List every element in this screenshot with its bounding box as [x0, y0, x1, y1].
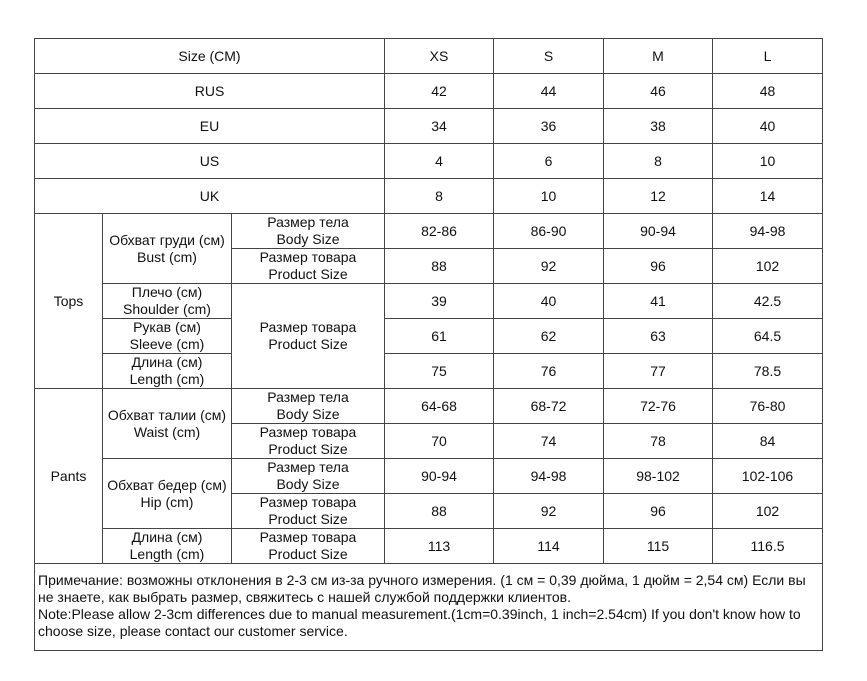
table-cell: 90-94 [385, 459, 494, 494]
table-cell: 40 [713, 109, 823, 144]
pants-hip-body-row [35, 459, 823, 494]
table-cell: 6 [494, 144, 604, 179]
table-cell: 38 [604, 109, 713, 144]
body-size-label [232, 459, 385, 494]
product-size-ru: Размер товара [259, 494, 357, 510]
product-size-label [232, 529, 385, 564]
table-cell: 42.5 [713, 284, 823, 319]
table-cell: 48 [713, 74, 823, 109]
tops-shoulder-row [35, 284, 823, 319]
product-size-en: Product Size [268, 336, 348, 352]
rus-row [35, 74, 823, 109]
tops-bust-body-row [35, 214, 823, 249]
product-size-ru: Размер товара [259, 319, 357, 335]
body-size-label [232, 214, 385, 249]
table-cell: 34 [385, 109, 494, 144]
uk-row [35, 179, 823, 214]
length-label-ru: Длина (см) [131, 354, 203, 370]
table-cell: 8 [385, 179, 494, 214]
length-label-en: Length (cm) [129, 546, 205, 562]
body-size-ru: Размер тела [267, 389, 349, 405]
product-size-en: Product Size [268, 511, 348, 527]
row-label: UK [35, 179, 385, 214]
note-en-line-2: choose size, please contact our customer service. [38, 623, 348, 639]
size-l-header: L [713, 39, 823, 74]
product-size-ru: Размер товара [259, 529, 357, 545]
table-cell: 114 [494, 529, 604, 564]
pants-waist-body-row [35, 389, 823, 424]
note-row [35, 564, 823, 651]
table-cell: 70 [385, 424, 494, 459]
table-cell: 14 [713, 179, 823, 214]
table-cell: 88 [385, 249, 494, 284]
product-size-label [232, 249, 385, 284]
body-size-ru: Размер тела [267, 214, 349, 230]
table-cell: 77 [604, 354, 713, 389]
body-size-en: Body Size [276, 231, 340, 247]
tops-label: Tops [35, 214, 103, 389]
product-size-label [232, 284, 385, 389]
tops-sleeve-row [35, 319, 823, 354]
product-size-en: Product Size [268, 266, 348, 282]
table-cell: 98-102 [604, 459, 713, 494]
table-cell: 74 [494, 424, 604, 459]
size-xs-header: XS [385, 39, 494, 74]
sleeve-label-ru: Рукав (см) [133, 319, 201, 335]
table-cell: 94-98 [713, 214, 823, 249]
pants-length-row [35, 529, 823, 564]
size-m-header: M [604, 39, 713, 74]
bust-label-en: Bust (cm) [137, 248, 197, 265]
hip-label [103, 459, 232, 529]
hip-label-ru: Обхват бедер (см) [107, 476, 227, 493]
table-cell: 115 [604, 529, 713, 564]
header-row [35, 39, 823, 74]
row-label: EU [35, 109, 385, 144]
tops-length-row [35, 354, 823, 389]
table-cell: 64.5 [713, 319, 823, 354]
table-cell: 64-68 [385, 389, 494, 424]
eu-row [35, 109, 823, 144]
table-cell: 102 [713, 249, 823, 284]
product-size-label [232, 424, 385, 459]
table-cell: 39 [385, 284, 494, 319]
product-size-en: Product Size [268, 441, 348, 457]
table-cell: 76-80 [713, 389, 823, 424]
shoulder-label [103, 284, 232, 319]
waist-label [103, 389, 232, 459]
table-cell: 61 [385, 319, 494, 354]
body-size-label [232, 389, 385, 424]
product-size-label [232, 494, 385, 529]
product-size-en: Product Size [268, 546, 348, 562]
body-size-ru: Размер тела [267, 459, 349, 475]
table-cell: 46 [604, 74, 713, 109]
table-cell: 116.5 [713, 529, 823, 564]
length-label-en: Length (cm) [129, 371, 205, 387]
table-cell: 84 [713, 424, 823, 459]
bust-label [103, 214, 232, 284]
bust-label-ru: Обхват груди (см) [109, 231, 225, 248]
pants-label: Pants [35, 389, 103, 564]
table-cell: 4 [385, 144, 494, 179]
note-en-line-1: Note:Please allow 2-3cm differences due to manual measurement.(1cm=0.39inch, 1 inch=2.54cm) If you don't know how to [38, 606, 801, 622]
us-row [35, 144, 823, 179]
table-cell: 92 [494, 249, 604, 284]
table-cell: 88 [385, 494, 494, 529]
table-cell: 86-90 [494, 214, 604, 249]
body-size-en: Body Size [276, 476, 340, 492]
note-ru-line-1: Примечание: возможны отклонения в 2-3 см из-за ручного измерения. (1 см = 0,39 дюйма, 1 дюйм = 2,54 см) Если вы [38, 572, 806, 588]
table-cell: 90-94 [604, 214, 713, 249]
table-cell: 102 [713, 494, 823, 529]
length-label-ru: Длина (см) [131, 529, 203, 545]
size-header-label: Size (CM) [35, 39, 385, 74]
note-ru-line-2: не знаете, как выбрать размер, свяжитесь с нашей службой поддержки клиентов. [38, 589, 572, 605]
table-cell: 10 [713, 144, 823, 179]
length-label [103, 529, 232, 564]
table-cell: 10 [494, 179, 604, 214]
table-cell: 41 [604, 284, 713, 319]
table-cell: 12 [604, 179, 713, 214]
table-cell: 36 [494, 109, 604, 144]
product-size-ru: Размер товара [259, 424, 357, 440]
body-size-en: Body Size [276, 406, 340, 422]
waist-label-en: Waist (cm) [133, 423, 201, 440]
table-cell: 78.5 [713, 354, 823, 389]
size-s-header: S [494, 39, 604, 74]
table-cell: 63 [604, 319, 713, 354]
product-size-ru: Размер товара [259, 249, 357, 265]
table-cell: 94-98 [494, 459, 604, 494]
row-label: US [35, 144, 385, 179]
table-cell: 44 [494, 74, 604, 109]
sleeve-label-en: Sleeve (cm) [129, 336, 205, 352]
table-cell: 96 [604, 249, 713, 284]
measurement-note [35, 564, 823, 651]
table-cell: 102-106 [713, 459, 823, 494]
table-cell: 75 [385, 354, 494, 389]
table-cell: 82-86 [385, 214, 494, 249]
shoulder-label-ru: Плечо (см) [131, 284, 203, 300]
table-cell: 96 [604, 494, 713, 529]
table-cell: 92 [494, 494, 604, 529]
shoulder-label-en: Shoulder (cm) [123, 301, 211, 317]
sleeve-label [103, 319, 232, 354]
table-cell: 42 [385, 74, 494, 109]
waist-label-ru: Обхват талии (см) [107, 406, 227, 423]
table-cell: 113 [385, 529, 494, 564]
table-cell: 72-76 [604, 389, 713, 424]
table-cell: 8 [604, 144, 713, 179]
table-cell: 76 [494, 354, 604, 389]
hip-label-en: Hip (cm) [140, 493, 194, 510]
table-cell: 40 [494, 284, 604, 319]
length-label [103, 354, 232, 389]
table-cell: 68-72 [494, 389, 604, 424]
size-chart-table [34, 38, 823, 651]
row-label: RUS [35, 74, 385, 109]
table-cell: 62 [494, 319, 604, 354]
table-cell: 78 [604, 424, 713, 459]
